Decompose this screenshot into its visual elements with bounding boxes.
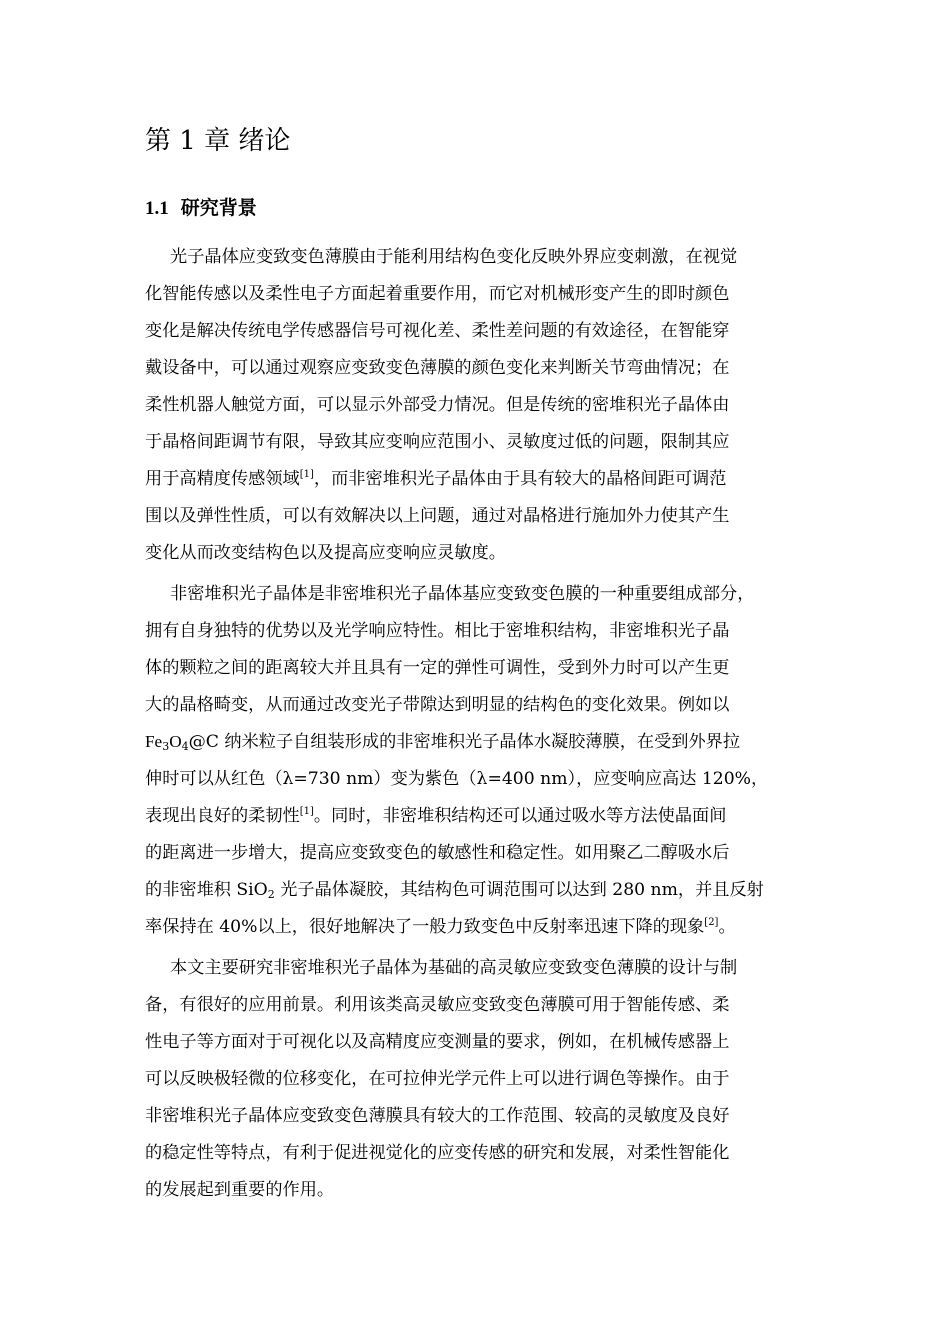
paragraph-1-line: 戴设备中，可以通过观察应变致变色薄膜的颜色变化来判断关节弯曲情况；在 [145,358,730,378]
paragraph-3-line: 非密堆积光子晶体应变致变色薄膜具有较大的工作范围、较高的灵敏度及良好 [145,1106,730,1126]
paragraph-3-line: 本文主要研究非密堆积光子晶体为基础的高灵敏应变致变色薄膜的设计与制 [170,958,738,978]
paragraph-3-line: 可以反映极轻微的位移变化，在可拉伸光学元件上可以进行调色等操作。由于 [145,1069,730,1089]
paragraph-1-line: 变化从而改变结构色以及提高应变响应灵敏度。 [145,543,506,563]
text-span: 率保持在 40%以上，很好地解决了一般力致变色中反射率迅速下降的现象 [145,917,705,937]
text-span: @C 纳米粒子自组装形成的非密堆积光子晶体水凝胶薄膜，在受到外界拉 [188,732,741,752]
paragraph-2-line [145,729,740,755]
subscript: 3 [162,740,170,753]
paragraph-1-line: 化智能传感以及柔性电子方面起着重要作用，而它对机械形变产生的即时颜色 [145,284,730,304]
paragraph-1-line: 于晶格间距调节有限，导致其应变响应范围小、灵敏度过低的问题，限制其应 [145,432,730,452]
paragraph-3-line: 备，有很好的应用前景。利用该类高灵敏应变致变色薄膜可用于智能传感、柔 [145,995,730,1015]
paragraph-1-line [145,466,726,492]
paragraph-1-line: 围以及弹性性质，可以有效解决以上问题，通过对晶格进行施加外力使其产生 [145,506,730,526]
paragraph-2-line: 体的颗粒之间的距离较大并且具有一定的弹性可调性，受到外力时可以产生更 [145,658,730,678]
chapter-title: 第 1 章 绪论 [145,126,291,156]
text-span: ，而非密堆积光子晶体由于具有较大的晶格间距可调范 [313,469,727,489]
paragraph-2-line: 伸时可以从红色（λ=730 nm）变为紫色（λ=400 nm），应变响应高达 120%， [145,769,769,789]
paragraph-3-line: 的发展起到重要的作用。 [145,1180,335,1200]
text-span: 光子晶体凝胶，其结构色可调范围可以达到 280 nm，并且反射 [274,880,764,900]
citation-ref: [1] [299,806,314,817]
text-span: 。 [718,917,736,937]
citation-ref: [2] [704,917,719,928]
citation-ref: [1] [299,469,314,480]
section-number: 1.1 [145,198,169,219]
paragraph-1-line: 变化是解决传统电学传感器信号可视化差、柔性差问题的有效途径，在智能穿 [145,321,730,341]
paragraph-2-line [145,914,736,940]
text-span: 。同时，非密堆积结构还可以通过吸水等方法使晶面间 [313,806,727,826]
paragraph-2-line: 大的晶格畸变，从而通过改变光子带隙达到明显的结构色的变化效果。例如以 [145,695,730,715]
text-span: 表现出良好的柔韧性 [145,806,300,826]
paragraph-3-line: 性电子等方面对于可视化以及高精度应变测量的要求，例如，在机械传感器上 [145,1032,730,1052]
paragraph-2-line: 非密堆积光子晶体是非密堆积光子晶体基应变致变色膜的一种重要组成部分， [170,584,755,604]
paragraph-1-line: 柔性机器人触觉方面，可以显示外部受力情况。但是传统的密堆积光子晶体由 [145,395,730,415]
section-heading [145,194,257,223]
subscript: 4 [181,740,189,753]
paragraph-3-line: 的稳定性等特点，有利于促进视觉化的应变传感的研究和发展，对柔性智能化 [145,1143,730,1163]
subscript: 2 [267,888,275,901]
paragraph-2-line: 的距离进一步增大，提高应变致变色的敏感性和稳定性。如用聚乙二醇吸水后 [145,843,730,863]
paragraph-2-line [145,803,726,829]
text-span: 的非密堆积 SiO [145,880,268,900]
paragraph-2-line [145,877,764,903]
chemical-formula: O [169,732,182,751]
chemical-formula: Fe [145,732,163,751]
paragraph-1-line: 光子晶体应变致变色薄膜由于能利用结构色变化反映外界应变刺激，在视觉 [170,247,738,267]
text-span: 用于高精度传感领域 [145,469,300,489]
section-title: 研究背景 [180,197,257,219]
paragraph-2-line: 拥有自身独特的优势以及光学响应特性。相比于密堆积结构，非密堆积光子晶 [145,621,730,641]
